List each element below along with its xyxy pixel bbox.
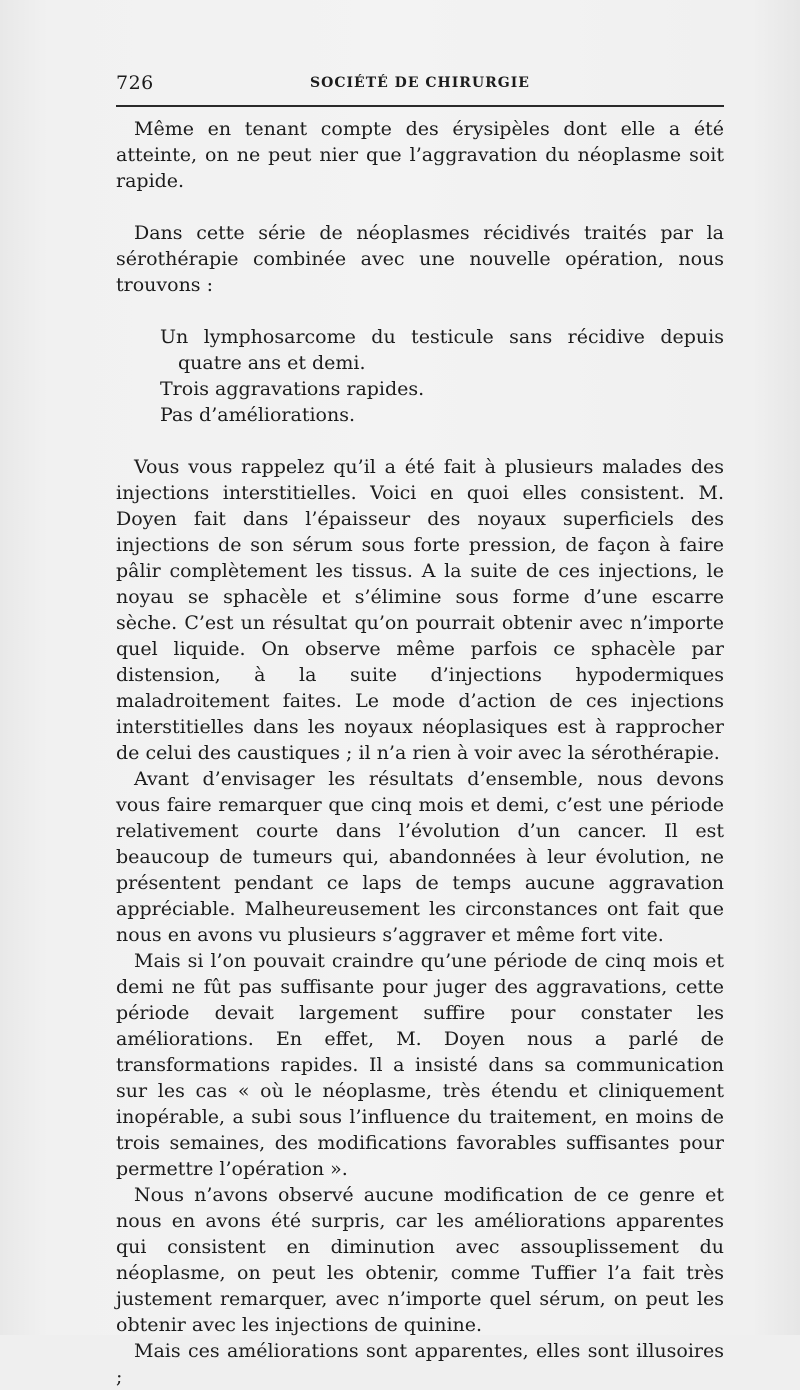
body-text xyxy=(116,116,724,1390)
list-item: Un lymphosarcome du testicule sans récidive depuis quatre ans et demi. xyxy=(160,326,724,374)
header-rule xyxy=(116,105,724,107)
paragraph: Avant d’envisager les résultats d’ensemble, nous devons vous faire remarquer que cinq mois et demi, c’est une période relativement courte dans l’évolution d’un cancer. Il est beaucoup de tumeurs qui, abandonnées à leur évolution, ne présentent pendant ce laps de temps aucune aggravation appréciable. Malheureusement les circonstances ont fait que nous en avons vu plusieurs s’aggraver et même fort vite. xyxy=(116,768,724,946)
page-header xyxy=(116,72,724,94)
list-item: Trois aggravations rapides. xyxy=(160,378,425,400)
paragraph: Nous n’avons observé aucune modification de ce genre et nous en avons été surpris, car les améliorations apparentes qui consistent en diminution avec assouplissement du néoplasme, on peut les obtenir, comme Tuffier l’a fait très justement remarquer, avec n’importe quel sérum, on peut les obtenir avec les injections de quinine. xyxy=(116,1184,724,1336)
paragraph: Mais si l’on pouvait craindre qu’une période de cinq mois et demi ne fût pas suffisante pour juger des aggravations, cette période devait largement suffire pour constater les améliorations. En effet, M. Doyen nous a parlé de transformations rapides. Il a insisté dans sa communication sur les cas « où le néoplasme, très étendu et cliniquement inopérable, a subi sous l’influence du traitement, en moins de trois semaines, des modifications favorables suffisantes pour permettre l’opération ». xyxy=(116,950,724,1180)
paragraph: Mais ces améliorations sont apparentes, elles sont illusoires ; xyxy=(116,1340,724,1388)
paragraph: Vous vous rappelez qu’il a été fait à plusieurs malades des injections interstitielles. Voici en quoi elles consistent. M. Doyen fait dans l’épaisseur des noyaux superficiels des injections de son sérum sous forte pression, de façon à faire pâlir complètement les tissus. A la suite de ces injections, le noyau se sphacèle et s’élimine sous forme d’une escarre sèche. C’est un résultat qu’on pourrait obtenir avec n’importe quel liquide. On observe même parfois ce sphacèle par distension, à la suite d’injections hypodermiques maladroitement faites. Le mode d’action de ces injections interstitielles dans les noyaux néoplasiques est à rapprocher de celui des caustiques ; il n’a rien à voir avec la sérothérapie. xyxy=(116,456,724,764)
paragraph: Même en tenant compte des érysipèles dont elle a été atteinte, on ne peut nier que l’aggravation du néoplasme soit rapide. xyxy=(116,118,724,192)
page-number: 726 xyxy=(116,72,154,94)
running-title: SOCIÉTÉ DE CHIRURGIE xyxy=(310,75,530,91)
list-item: Pas d’améliorations. xyxy=(160,404,356,426)
paragraph: Dans cette série de néoplasmes récidivés traités par la sérothérapie combinée avec une nouvelle opération, nous trouvons : xyxy=(116,222,724,296)
results-list xyxy=(116,324,724,428)
